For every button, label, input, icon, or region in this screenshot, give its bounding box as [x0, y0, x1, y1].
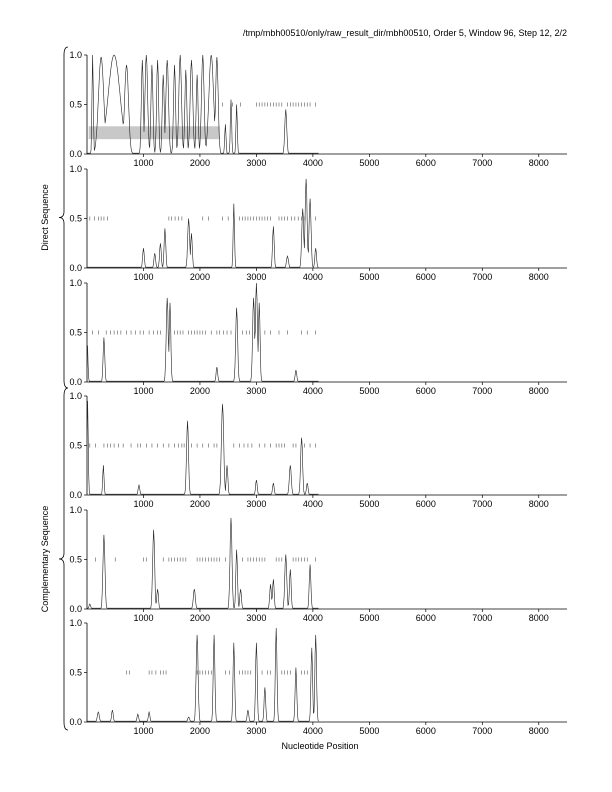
- x-tick-label: 4000: [302, 726, 323, 736]
- x-tick-label: 3000: [246, 272, 267, 282]
- x-tick-label: 1000: [133, 499, 154, 509]
- x-tick-label: 6000: [415, 499, 436, 509]
- group-labels: [40, 47, 68, 730]
- x-tick-label: 7000: [472, 158, 493, 168]
- x-tick-label: 1000: [133, 272, 154, 282]
- x-axis-label: Nucleotide Position: [281, 741, 359, 751]
- marker-ticks: [95, 558, 315, 562]
- x-tick-label: 4000: [302, 272, 323, 282]
- y-tick-label: 1.0: [69, 391, 82, 401]
- panel-4: [69, 391, 567, 509]
- x-tick-label: 2000: [189, 499, 210, 509]
- x-tick-label: 7000: [472, 613, 493, 623]
- x-tick-label: 6000: [415, 272, 436, 282]
- x-tick-label: 7000: [472, 499, 493, 509]
- coding-probability-line: [87, 401, 319, 494]
- x-tick-label: 2000: [189, 613, 210, 623]
- direct-sequence-label: Direct Sequence: [40, 184, 50, 251]
- x-tick-label: 2000: [189, 272, 210, 282]
- x-tick-label: 1000: [133, 613, 154, 623]
- y-tick-label: 0.0: [69, 490, 82, 500]
- x-tick-label: 8000: [528, 272, 549, 282]
- x-tick-label: 7000: [472, 386, 493, 396]
- y-tick-label: 0.0: [69, 263, 82, 273]
- x-tick-label: 1000: [133, 386, 154, 396]
- x-tick-label: 6000: [415, 726, 436, 736]
- y-tick-label: 1.0: [69, 505, 82, 515]
- y-tick-label: 0.0: [69, 717, 82, 727]
- y-tick-label: 0.5: [69, 99, 82, 110]
- panel-6: [69, 618, 567, 736]
- marker-ticks: [90, 217, 316, 221]
- x-tick-label: 5000: [359, 613, 380, 623]
- y-tick-label: 1.0: [69, 164, 82, 174]
- x-tick-label: 1000: [133, 158, 154, 168]
- x-tick-label: 4000: [302, 499, 323, 509]
- x-tick-label: 3000: [246, 158, 267, 168]
- x-tick-label: 2000: [189, 386, 210, 396]
- y-tick-label: 1.0: [69, 618, 82, 628]
- x-tick-label: 6000: [415, 613, 436, 623]
- x-tick-label: 8000: [528, 386, 549, 396]
- marker-ticks: [90, 444, 316, 448]
- complementary-sequence-brace: [59, 388, 68, 730]
- y-tick-label: 0.0: [69, 377, 82, 387]
- x-tick-label: 8000: [528, 613, 549, 623]
- x-tick-label: 2000: [189, 158, 210, 168]
- direct-sequence-brace: [59, 47, 68, 388]
- header-path: /tmp/mbh00510/only/raw_result_dir/mbh00510, Order 5, Window 96, Step 12, 2/2: [242, 28, 567, 38]
- coding-probability-line: [87, 179, 319, 267]
- x-tick-label: 5000: [359, 386, 380, 396]
- x-tick-label: 4000: [302, 158, 323, 168]
- y-tick-label: 0.0: [69, 604, 82, 614]
- y-tick-label: 1.0: [69, 278, 82, 288]
- x-tick-label: 4000: [302, 386, 323, 396]
- y-tick-label: 0.0: [69, 149, 82, 159]
- x-tick-label: 7000: [472, 272, 493, 282]
- x-tick-label: 6000: [415, 158, 436, 168]
- y-tick-label: 0.5: [69, 440, 82, 451]
- panel-3: [69, 278, 567, 396]
- coding-probability-line: [87, 628, 319, 721]
- x-tick-label: 5000: [359, 272, 380, 282]
- x-tick-label: 8000: [528, 158, 549, 168]
- y-tick-label: 0.5: [69, 327, 82, 338]
- panel-2: [69, 164, 567, 282]
- x-tick-label: 3000: [246, 726, 267, 736]
- y-tick-label: 0.5: [69, 667, 82, 678]
- y-tick-label: 1.0: [69, 50, 82, 60]
- x-tick-label: 3000: [246, 499, 267, 509]
- y-tick-label: 0.5: [69, 213, 82, 224]
- marker-ticks: [127, 671, 308, 675]
- x-tick-label: 2000: [189, 726, 210, 736]
- x-tick-label: 5000: [359, 158, 380, 168]
- x-tick-label: 6000: [415, 386, 436, 396]
- x-tick-label: 1000: [133, 726, 154, 736]
- coding-probability-line: [87, 518, 319, 608]
- complementary-sequence-label: Complementary Sequence: [40, 505, 50, 613]
- panels: [69, 50, 567, 736]
- panel-1: [69, 50, 567, 168]
- x-tick-label: 8000: [528, 726, 549, 736]
- x-tick-label: 4000: [302, 613, 323, 623]
- x-tick-label: 5000: [359, 499, 380, 509]
- x-tick-label: 5000: [359, 726, 380, 736]
- x-tick-label: 7000: [472, 726, 493, 736]
- x-tick-label: 3000: [246, 613, 267, 623]
- panel-5: [69, 505, 567, 623]
- marker-ticks: [93, 331, 316, 335]
- x-tick-label: 8000: [528, 499, 549, 509]
- x-tick-label: 3000: [246, 386, 267, 396]
- y-tick-label: 0.5: [69, 554, 82, 565]
